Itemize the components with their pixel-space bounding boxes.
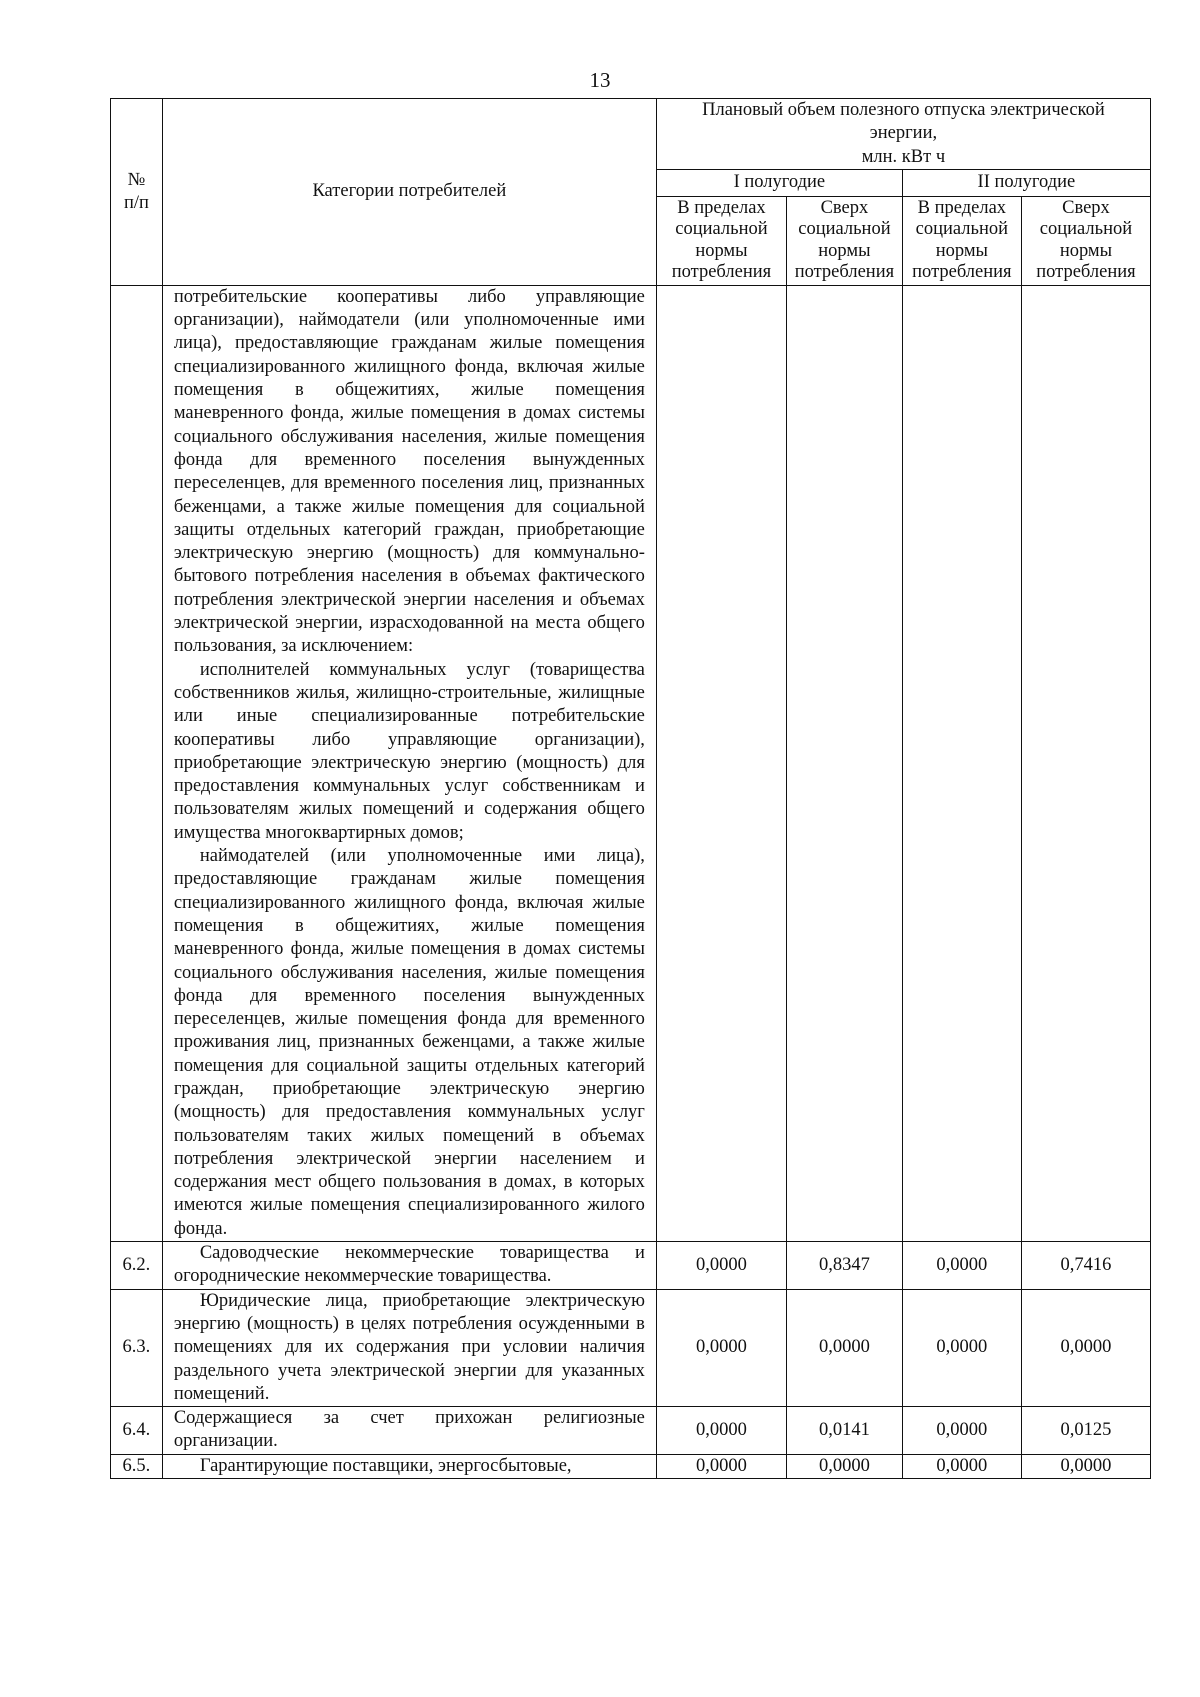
table-row bbox=[111, 1242, 1151, 1290]
header-h2-above-norm: Сверх социальной нормы потребления bbox=[1021, 196, 1150, 285]
value-h2-above: 0,0000 bbox=[1021, 1289, 1150, 1406]
header-volume-unit: млн. кВт ч bbox=[861, 146, 946, 167]
value-h1-above: 0,0141 bbox=[787, 1407, 903, 1455]
value-cell-empty bbox=[787, 285, 903, 1241]
row-num: 6.5. bbox=[111, 1454, 163, 1478]
continuation-para-1: потребительские кооперативы либо управляющие организации), наймодатели (или уполномоченные ими лица), предоставляющие гражданам жилые помещения специализированного жилищного фонда, включая жилые помещения в общежитиях, жилые помещения маневренного фонда, жилые помещения в домах системы социального обслуживания населения, жилые помещения фонда для временного поселения вынужденных переселенцев, для временного поселения лиц, признанных беженцами, а также жилые помещения для социальной защиты отдельных категорий граждан, приобретающие электрическую энергию (мощность) для коммунально-бытового потребления населения в объемах фактического потребления электрической энергии населения и объемах электрической энергии, израсходованной на места общего пользования, за исключением: bbox=[173, 286, 645, 657]
value-h2-within: 0,0000 bbox=[902, 1454, 1021, 1478]
table-row bbox=[111, 1407, 1151, 1455]
row-num: 6.3. bbox=[111, 1289, 163, 1406]
page-number: 13 bbox=[589, 68, 611, 92]
row-category-text: Садоводческие некоммерческие товарищества и огороднические некоммерческие товарищества. bbox=[173, 1243, 645, 1287]
value-h1-within: 0,0000 bbox=[656, 1454, 786, 1478]
value-h1-within: 0,0000 bbox=[656, 1289, 786, 1406]
value-h2-above: 0,7416 bbox=[1021, 1242, 1150, 1290]
header-num: № п/п bbox=[111, 99, 163, 286]
row-category bbox=[162, 1289, 656, 1406]
row-category-continuation bbox=[162, 285, 656, 1241]
row-category-text: Гарантирующие поставщики, энергосбытовые, bbox=[199, 1455, 572, 1476]
row-num: 6.4. bbox=[111, 1407, 163, 1455]
value-h1-within: 0,0000 bbox=[656, 1407, 786, 1455]
row-category bbox=[162, 1242, 656, 1290]
value-cell-empty bbox=[902, 285, 1021, 1241]
header-volume-title: Плановый объем полезного отпуска электрической энергии, bbox=[702, 100, 1105, 144]
value-h1-within: 0,0000 bbox=[656, 1242, 786, 1290]
row-category bbox=[162, 1454, 656, 1478]
header-category: Категории потребителей bbox=[162, 99, 656, 286]
table-row bbox=[111, 1289, 1151, 1406]
table-row bbox=[111, 1454, 1151, 1478]
value-cell-empty bbox=[1021, 285, 1150, 1241]
header-h1-above-norm: Сверх социальной нормы потребления bbox=[787, 196, 903, 285]
value-h2-above: 0,0125 bbox=[1021, 1407, 1150, 1455]
value-h2-within: 0,0000 bbox=[902, 1289, 1021, 1406]
value-h1-above: 0,8347 bbox=[787, 1242, 903, 1290]
header-half-2: II полугодие bbox=[902, 169, 1150, 196]
header-h1-within-norm: В пределах социальной нормы потребления bbox=[656, 196, 786, 285]
value-h2-within: 0,0000 bbox=[902, 1242, 1021, 1290]
consumption-table bbox=[110, 98, 1151, 1479]
value-h2-above: 0,0000 bbox=[1021, 1454, 1150, 1478]
continuation-para-3: наймодателей (или уполномоченные ими лица), предоставляющие гражданам жилые помещения специализированного жилищного фонда, включая жилые помещения в общежитиях, жилые помещения маневренного фонда, жилые помещения в домах системы социального обслуживания населения, жилые помещения фонда для временного поселения вынужденных переселенцев, жилые помещения фонда для временного проживания лиц, признанных беженцами, а также жилые помещения для социальной защиты отдельных категорий граждан, приобретающие электрическую энергию (мощность) для предоставления коммунальных услуг пользователям таких жилых помещений в объемах потребления электрической энергии населением и содержания мест общего пользования в домах, в которых имеются жилые помещения специализированного жилого фонда. bbox=[173, 846, 645, 1239]
continuation-para-2: исполнителей коммунальных услуг (товарищества собственников жилья, жилищно-строительные, жилищные или иные специализированные потребительские кооперативы либо управляющие организации), приобретающие электрическую энергию (мощность) для предоставления коммунальных услуг собственникам и пользователям жилых помещений и содержания общего имущества многоквартирных домов; bbox=[173, 659, 645, 843]
table-row-continuation bbox=[111, 285, 1151, 1241]
row-category bbox=[162, 1407, 656, 1455]
row-num: 6.2. bbox=[111, 1242, 163, 1290]
header-h2-within-norm: В пределах социальной нормы потребления bbox=[902, 196, 1021, 285]
value-h2-within: 0,0000 bbox=[902, 1407, 1021, 1455]
header-half-1: I полугодие bbox=[656, 169, 902, 196]
value-h1-above: 0,0000 bbox=[787, 1289, 903, 1406]
row-category-text: Содержащиеся за счет прихожан религиозные организации. bbox=[173, 1408, 645, 1452]
value-cell-empty bbox=[656, 285, 786, 1241]
value-h1-above: 0,0000 bbox=[787, 1454, 903, 1478]
row-num-empty bbox=[111, 285, 163, 1241]
header-volume bbox=[656, 99, 1150, 170]
row-category-text: Юридические лица, приобретающие электрическую энергию (мощность) в целях потребления осужденными в помещениях для их содержания при условии наличия раздельного учета электрической энергии для указанных помещений. bbox=[173, 1290, 645, 1404]
